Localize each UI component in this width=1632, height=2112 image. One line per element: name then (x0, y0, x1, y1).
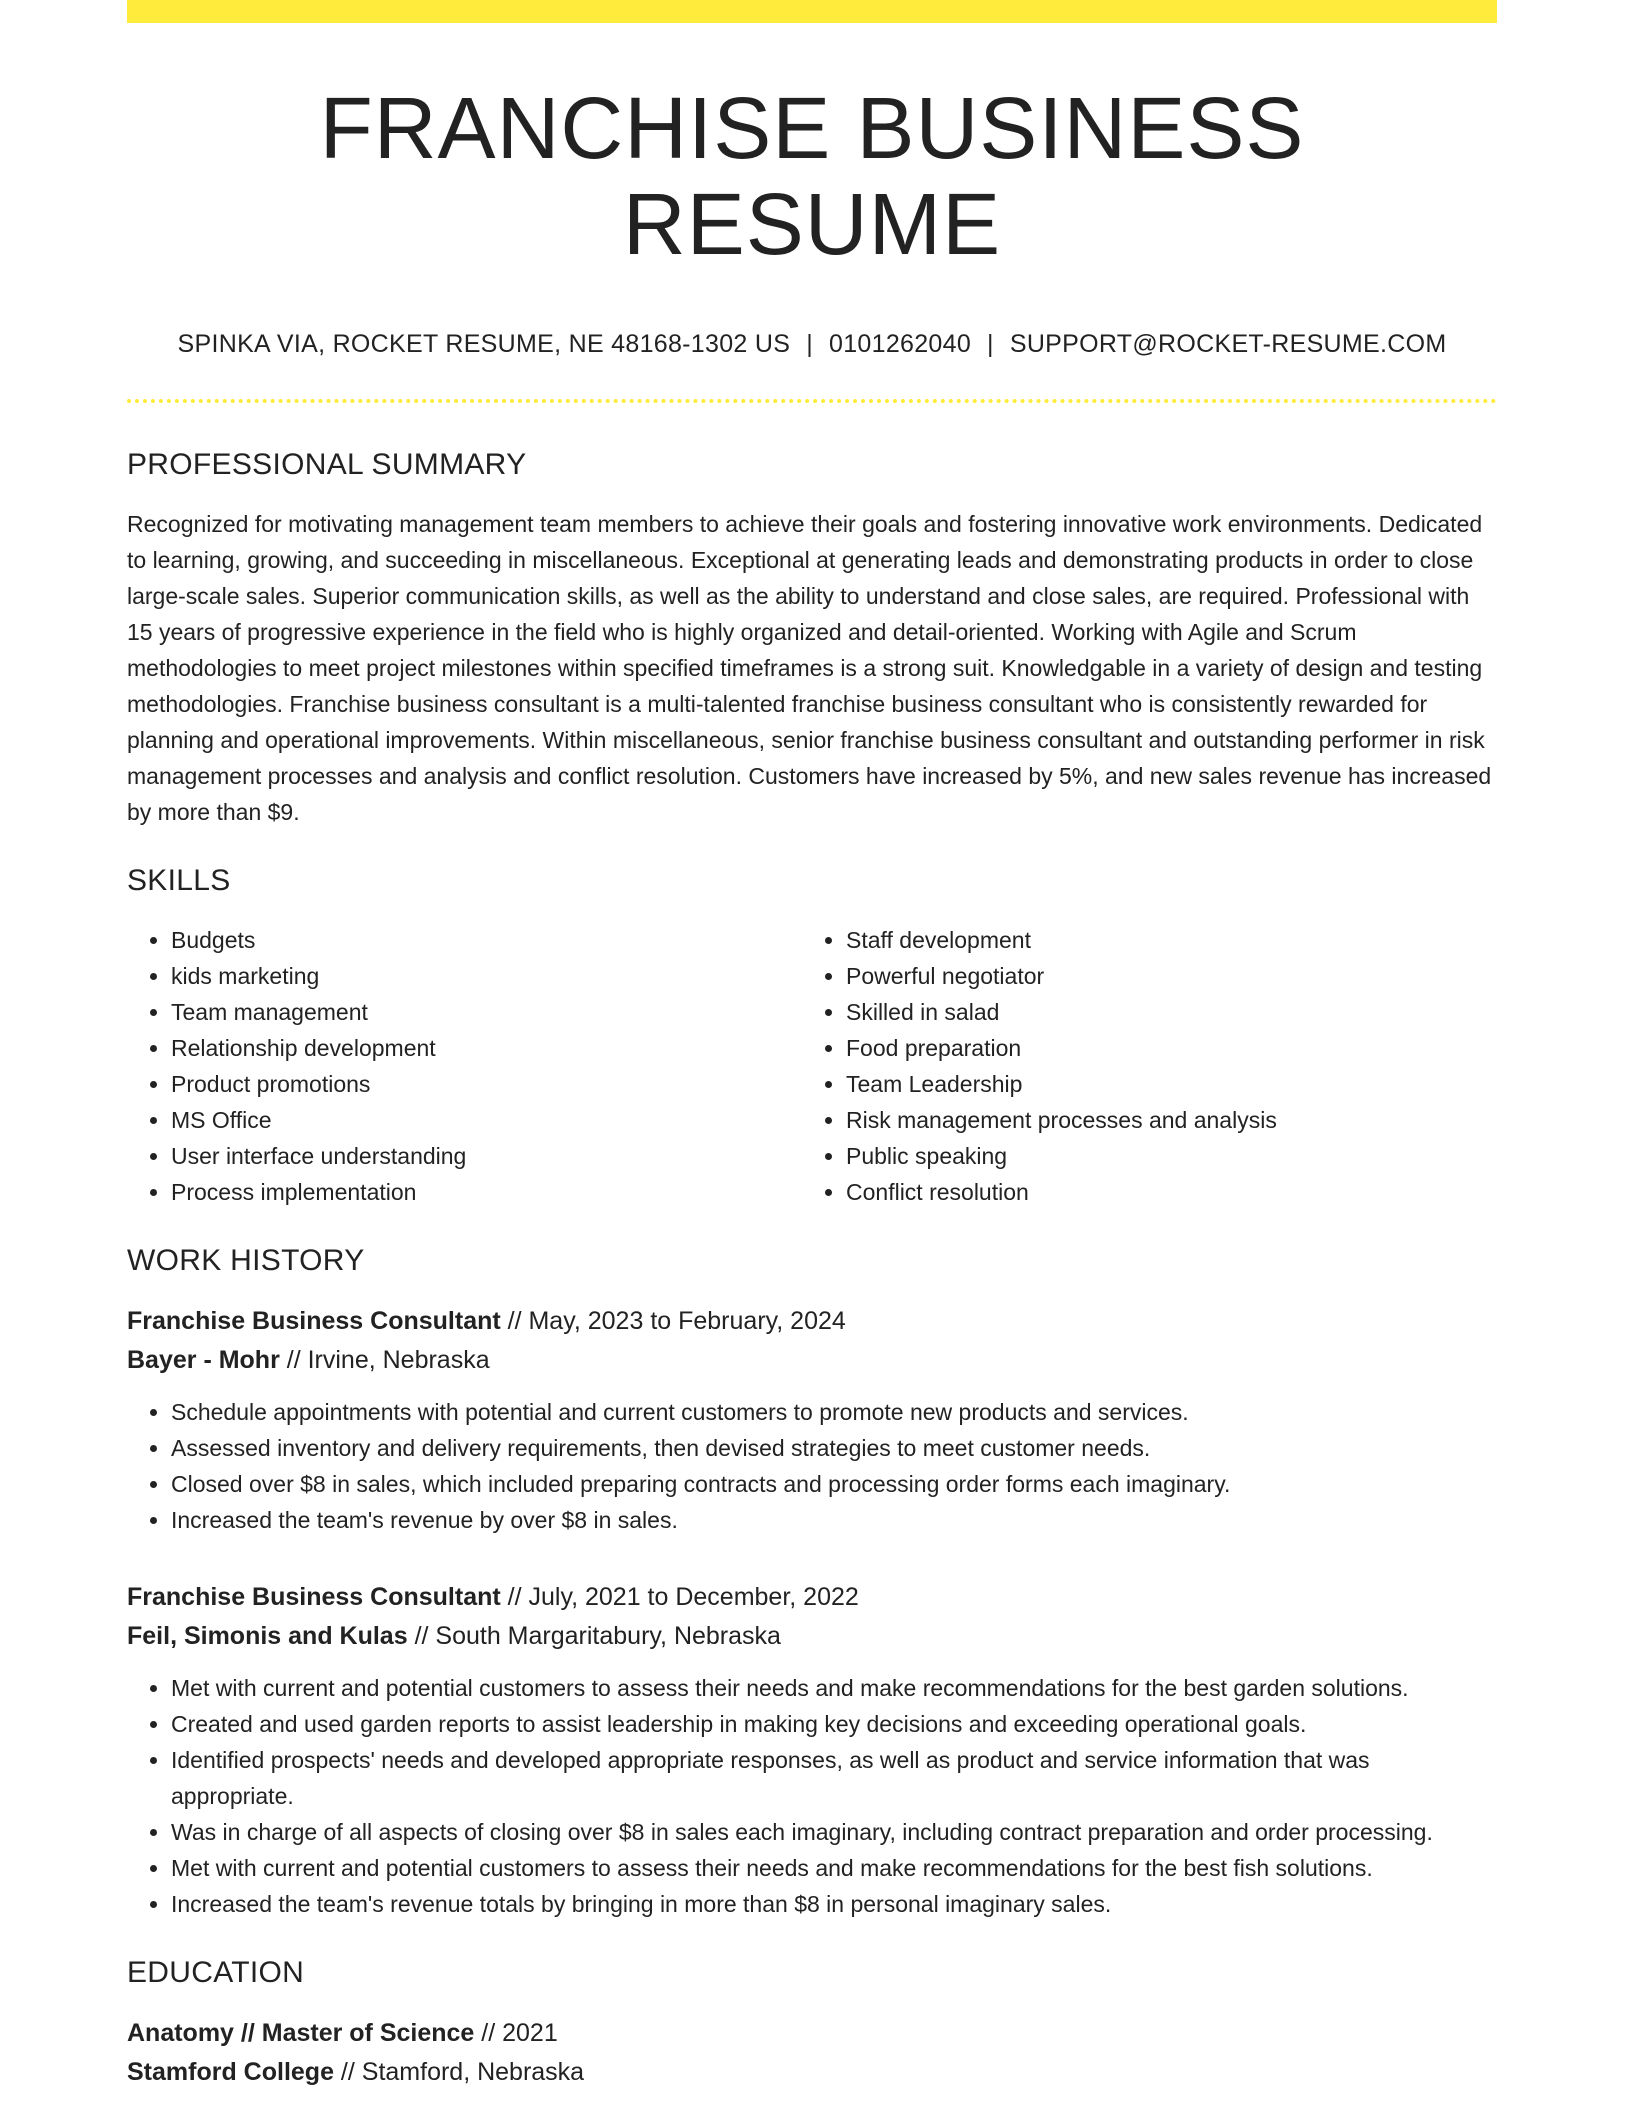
job-location: // South Margaritabury, Nebraska (407, 1622, 781, 1651)
skill-item: • Budgets (171, 922, 802, 958)
resume-title: FRANCHISE BUSINESS RESUME (319, 80, 1305, 273)
job-bullet: • Was in charge of all aspects of closing over $8 in sales each imaginary, including contract preparation and order processing. (171, 1814, 1497, 1850)
job-entry (127, 1302, 1497, 1538)
job-role: Franchise Business Consultant (127, 1307, 501, 1336)
resume-page (127, 0, 1497, 2092)
education-entry (127, 2014, 1497, 2092)
skill-item: • User interface understanding (171, 1138, 802, 1174)
contact-separator: | (987, 330, 994, 359)
skill-item: • Risk management processes and analysis (846, 1102, 1477, 1138)
education-school: Stamford College (127, 2058, 334, 2087)
job-bullets (127, 1670, 1497, 1922)
education-heading: EDUCATION (127, 1956, 305, 1990)
job-bullet: • Met with current and potential customers to assess their needs and make recommendations for the best fish solutions. (171, 1850, 1497, 1886)
education-location: // Stamford, Nebraska (333, 2058, 585, 2087)
accent-top-bar (127, 0, 1497, 23)
job-dates: // May, 2023 to February, 2024 (500, 1307, 846, 1336)
job-bullet: • Increased the team's revenue totals by bringing in more than $8 in personal imaginary sales. (171, 1886, 1497, 1922)
job-company-line (127, 1617, 1497, 1656)
job-bullet: • Assessed inventory and delivery requirements, then devised strategies to meet customer needs. (171, 1430, 1497, 1466)
skill-item: • Team Leadership (846, 1066, 1477, 1102)
job-company: Bayer - Mohr (127, 1346, 280, 1375)
job-bullet: • Closed over $8 in sales, which included preparing contracts and processing order forms each imaginary. (171, 1466, 1497, 1502)
job-bullet: • Schedule appointments with potential and current customers to promote new products and services. (171, 1394, 1497, 1430)
contact-line (127, 330, 1497, 359)
dotted-divider (127, 399, 1497, 403)
skill-item: • Skilled in salad (846, 994, 1477, 1030)
skills-grid (127, 922, 1497, 1210)
skill-item: • Powerful negotiator (846, 958, 1477, 994)
job-dates: // July, 2021 to December, 2022 (500, 1583, 859, 1612)
job-bullet: • Created and used garden reports to assist leadership in making key decisions and exceeding operational goals. (171, 1706, 1497, 1742)
skill-item: • Team management (171, 994, 802, 1030)
contact-separator: | (806, 330, 813, 359)
skill-item: • Relationship development (171, 1030, 802, 1066)
education-year: // 2021 (474, 2019, 558, 2048)
skill-item: • kids marketing (171, 958, 802, 994)
job-title-line (127, 1302, 1497, 1341)
job-title-line (127, 1578, 1497, 1617)
education-degree: Anatomy // Master of Science (127, 2019, 475, 2048)
skill-item: • Conflict resolution (846, 1174, 1477, 1210)
job-bullet: • Identified prospects' needs and developed appropriate responses, as well as product and service information that was appropriate. (171, 1742, 1497, 1814)
summary-paragraph: Recognized for motivating management team members to achieve their goals and fostering innovative work environments. Dedicated to learning, growing, and succeeding in miscellaneous. Exceptional at generating leads and demonstrating products in order to close large-scale sales. Superior communication skills, as well as the ability to understand and close sales, are required. Professional with 15 years of progressive experience in the field who is highly organized and detail-oriented. Working with Agile and Scrum methodologies to meet project milestones within specified timeframes is a strong suit. Knowledgable in a variety of design and testing methodologies. Franchise business consultant is a multi-talented franchise business consultant who is consistently rewarded for planning and operational improvements. Within miscellaneous, senior franchise business consultant and outstanding performer in risk management processes and analysis and conflict resolution. Customers have increased by 5%, and new sales revenue has increased by more than $9. (127, 511, 1492, 826)
skill-item: • Staff development (846, 922, 1477, 958)
job-bullet: • Increased the team's revenue by over $8 in sales. (171, 1502, 1497, 1538)
job-location: // Irvine, Nebraska (279, 1346, 490, 1375)
skills-list-left (127, 922, 802, 1210)
skill-item: • Public speaking (846, 1138, 1477, 1174)
job-bullet: • Met with current and potential customers to assess their needs and make recommendations for the best garden solutions. (171, 1670, 1497, 1706)
job-entry (127, 1578, 1497, 1922)
summary-heading: PROFESSIONAL SUMMARY (127, 448, 527, 482)
job-company: Feil, Simonis and Kulas (127, 1622, 408, 1651)
skill-item: • Food preparation (846, 1030, 1477, 1066)
skill-item: • MS Office (171, 1102, 802, 1138)
job-role: Franchise Business Consultant (127, 1583, 501, 1612)
job-bullets (127, 1394, 1497, 1538)
skill-item: • Process implementation (171, 1174, 802, 1210)
contact-phone: 0101262040 (829, 330, 972, 359)
job-company-line (127, 1341, 1497, 1380)
skills-heading: SKILLS (127, 864, 231, 898)
skill-item: • Product promotions (171, 1066, 802, 1102)
skills-list-right (802, 922, 1477, 1210)
education-degree-line (127, 2014, 1497, 2053)
education-school-line (127, 2053, 1497, 2092)
contact-address: SPINKA VIA, ROCKET RESUME, NE 48168-1302 US (177, 330, 791, 359)
work-history-heading: WORK HISTORY (127, 1244, 365, 1278)
contact-email: SUPPORT@ROCKET-RESUME.COM (1009, 330, 1447, 359)
